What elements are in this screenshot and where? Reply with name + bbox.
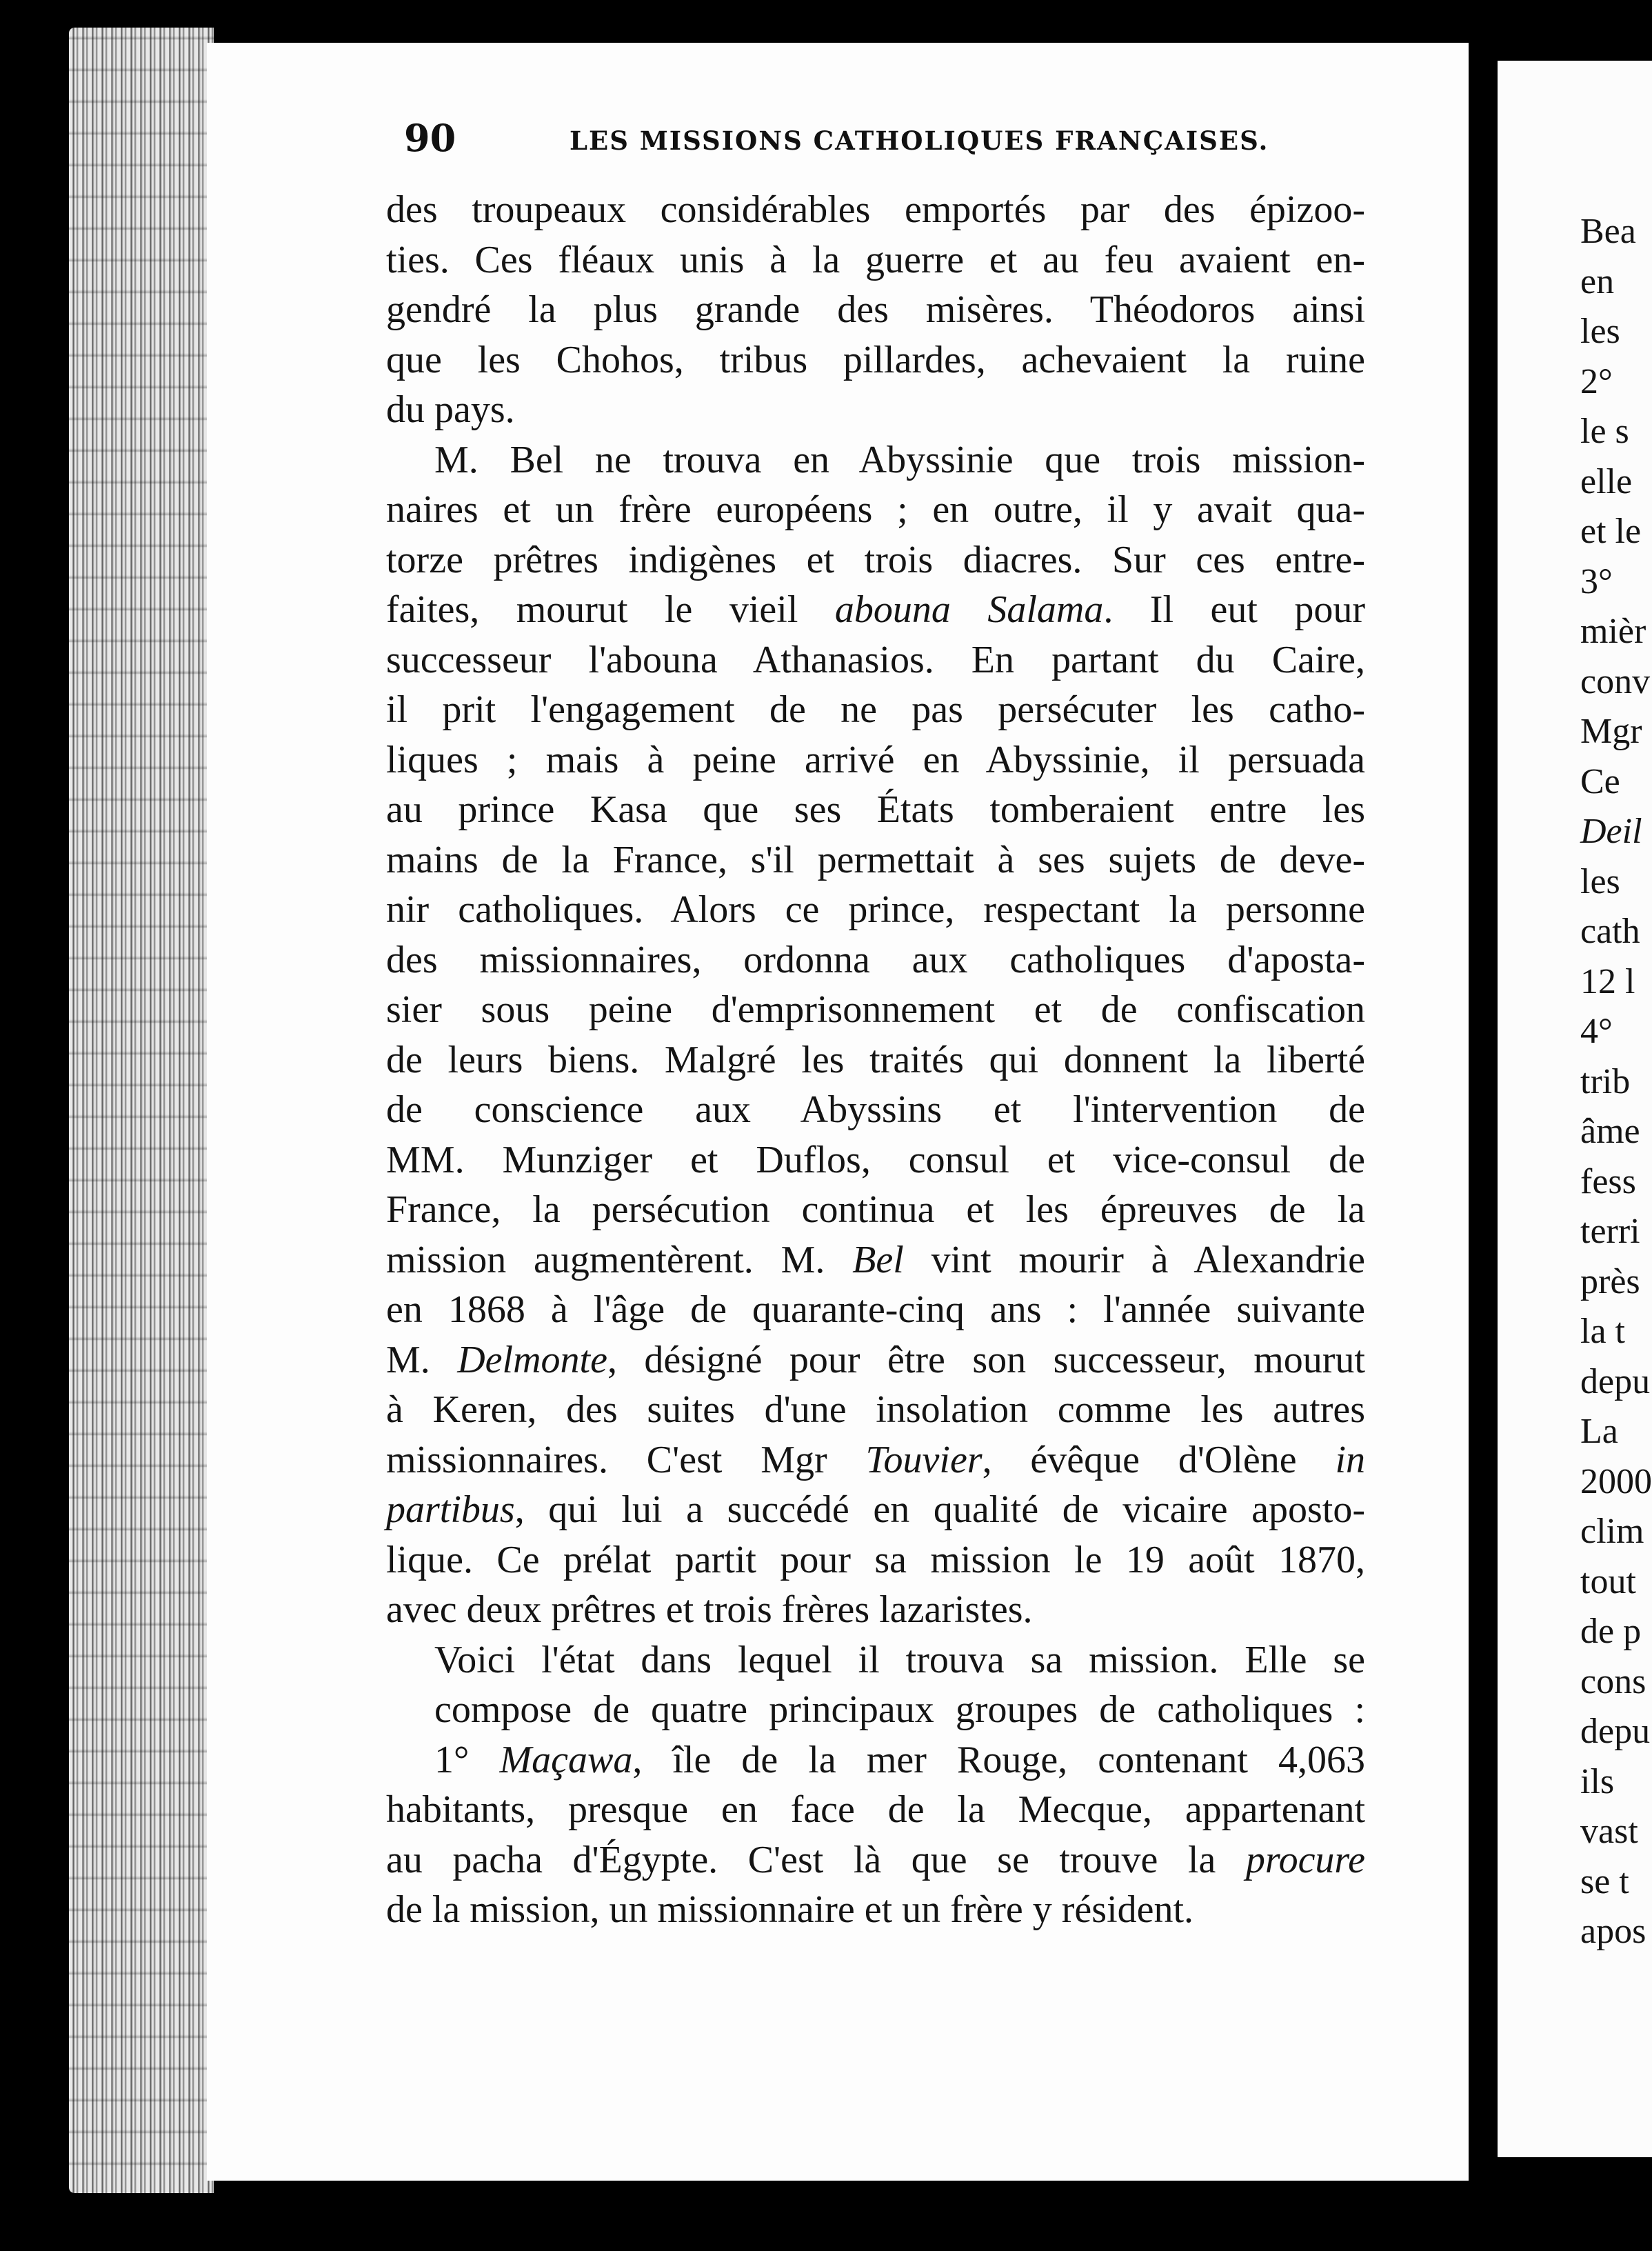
text-line: au pacha d'Égypte. C'est là que se trouve la procure bbox=[386, 1838, 1365, 1881]
text-line: M. Delmonte, désigné pour être son successeur, mourut bbox=[386, 1338, 1365, 1381]
text-line: nir catholiques. Alors ce prince, respectant la personne bbox=[386, 888, 1365, 931]
text-line: de conscience aux Abyssins et l'intervention de bbox=[386, 1088, 1365, 1131]
text-line: naires et un frère européens ; en outre, il y avait qua- bbox=[386, 488, 1365, 531]
text-line: faites, mourut le vieil abouna Salama. Il eut pour bbox=[386, 588, 1365, 631]
facing-text-line: depu bbox=[1580, 1712, 1651, 1751]
text-line: avec deux prêtres et trois frères lazaristes. bbox=[386, 1588, 1033, 1631]
text-line: MM. Munziger et Duflos, consul et vice-consul de bbox=[386, 1138, 1365, 1181]
facing-text-line: et le bbox=[1580, 512, 1642, 551]
facing-text-line: 12 l bbox=[1580, 961, 1635, 1001]
text-line: partibus, qui lui a succédé en qualité de vicaire aposto- bbox=[386, 1488, 1365, 1531]
facing-text-line: fess bbox=[1580, 1161, 1636, 1201]
facing-text-line: le s bbox=[1580, 412, 1629, 451]
facing-text-line: mièr bbox=[1580, 612, 1646, 651]
text-line: M. Bel ne trouva en Abyssinie que trois mission- bbox=[434, 438, 1365, 481]
facing-text-line: depu bbox=[1580, 1361, 1651, 1401]
facing-text-line: La bbox=[1580, 1412, 1618, 1451]
text-line: gendré la plus grande des misères. Théodoros ainsi bbox=[386, 288, 1365, 331]
text-line: de leurs biens. Malgré les traités qui donnent la liberté bbox=[386, 1038, 1365, 1081]
facing-text-line: conv bbox=[1580, 661, 1651, 701]
facing-text-line: 4° bbox=[1580, 1012, 1613, 1051]
facing-text-line: âme bbox=[1580, 1112, 1640, 1151]
running-title: LES MISSIONS CATHOLIQUES FRANÇAISES. bbox=[570, 126, 1269, 156]
text-line: compose de quatre principaux groupes de catholiques : bbox=[434, 1688, 1365, 1731]
text-line: mains de la France, s'il permettait à ses sujets de deve- bbox=[386, 838, 1365, 881]
facing-text-line: vast bbox=[1580, 1812, 1638, 1851]
facing-text-line: les bbox=[1580, 312, 1620, 351]
facing-text-line: trib bbox=[1580, 1061, 1631, 1101]
text-line: missionnaires. C'est Mgr Touvier, évêque d'Olène in bbox=[386, 1438, 1365, 1481]
text-line: 1° Maçawa, île de la mer Rouge, contenant 4,063 bbox=[434, 1738, 1365, 1781]
text-line: lique. Ce prélat partit pour sa mission le 19 août 1870, bbox=[386, 1538, 1365, 1581]
text-line: en 1868 à l'âge de quarante-cinq ans : l'année suivante bbox=[386, 1288, 1365, 1331]
text-line: habitants, presque en face de la Mecque, appartenant bbox=[386, 1788, 1365, 1831]
facing-text-line: cons bbox=[1580, 1661, 1646, 1701]
facing-text-line: les bbox=[1580, 861, 1620, 901]
facing-text-line: Deil bbox=[1580, 812, 1642, 851]
facing-text-line: la t bbox=[1580, 1312, 1625, 1351]
facing-text-line: tout bbox=[1580, 1561, 1636, 1601]
facing-text-line: 2000 bbox=[1580, 1461, 1652, 1501]
facing-text-line: près bbox=[1580, 1261, 1640, 1301]
facing-text-line: en bbox=[1580, 261, 1615, 301]
facing-text-line: elle bbox=[1580, 461, 1633, 501]
facing-text-line: Bea bbox=[1580, 212, 1636, 251]
book-page-edges bbox=[69, 28, 214, 2193]
facing-text-line: 2° bbox=[1580, 361, 1613, 401]
facing-page-text bbox=[1580, 207, 1652, 1957]
facing-text-line: ils bbox=[1580, 1761, 1615, 1801]
text-line: torze prêtres indigènes et trois diacres. Sur ces entre- bbox=[386, 538, 1365, 581]
text-line: de la mission, un missionnaire et un frère y résident. bbox=[386, 1888, 1194, 1931]
text-line: France, la persécution continua et les épreuves de la bbox=[386, 1188, 1365, 1231]
page-number: 90 bbox=[404, 116, 456, 160]
text-line: au prince Kasa que ses États tomberaient entre les bbox=[386, 788, 1365, 831]
facing-text-line: clim bbox=[1580, 1512, 1644, 1551]
facing-text-line: terri bbox=[1580, 1212, 1640, 1251]
text-line: des troupeaux considérables emportés par des épizoo- bbox=[386, 188, 1365, 231]
text-line: à Keren, des suites d'une insolation comme les autres bbox=[386, 1388, 1365, 1431]
facing-text-line: Ce bbox=[1580, 761, 1620, 801]
text-line: Voici l'état dans lequel il trouva sa mission. Elle se bbox=[434, 1638, 1365, 1681]
text-line: ties. Ces fléaux unis à la guerre et au feu avaient en- bbox=[386, 238, 1365, 281]
text-line: sier sous peine d'emprisonnement et de confiscation bbox=[386, 988, 1365, 1031]
facing-text-line: de p bbox=[1580, 1612, 1642, 1651]
facing-text-line: apos bbox=[1580, 1912, 1646, 1951]
facing-text-line: 3° bbox=[1580, 561, 1613, 601]
text-line: du pays. bbox=[386, 388, 515, 431]
facing-text-line: cath bbox=[1580, 912, 1640, 951]
text-line: liques ; mais à peine arrivé en Abyssinie, il persuada bbox=[386, 738, 1365, 781]
text-line: des missionnaires, ordonna aux catholiques d'aposta- bbox=[386, 938, 1365, 981]
text-line: il prit l'engagement de ne pas persécuter les catho- bbox=[386, 688, 1365, 731]
facing-text-line: Mgr bbox=[1580, 712, 1642, 751]
text-line: mission augmentèrent. M. Bel vint mourir à Alexandrie bbox=[386, 1238, 1365, 1281]
text-line: successeur l'abouna Athanasios. En partant du Caire, bbox=[386, 638, 1365, 681]
running-header bbox=[404, 116, 1335, 170]
book-gutter bbox=[1469, 41, 1498, 2186]
text-line: que les Chohos, tribus pillardes, achevaient la ruine bbox=[386, 338, 1365, 381]
facing-text-line: se t bbox=[1580, 1861, 1629, 1901]
page-body bbox=[386, 185, 1365, 1935]
